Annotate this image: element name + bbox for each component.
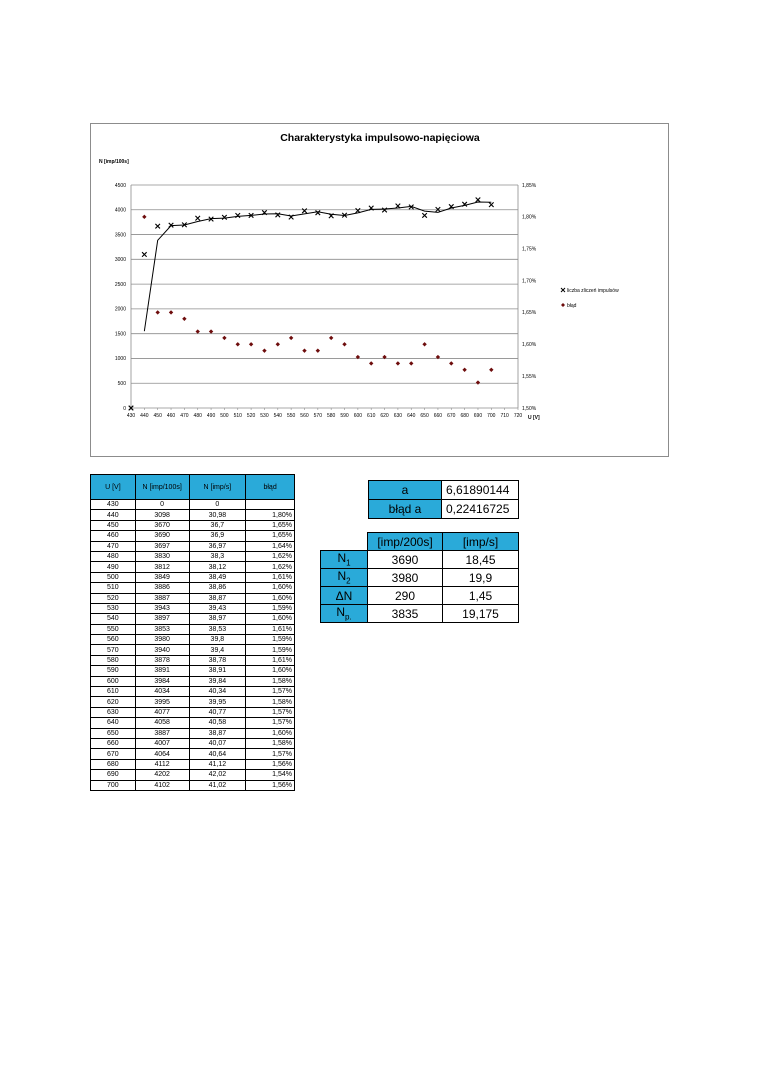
data-point-error bbox=[276, 342, 280, 346]
cell-u: 570 bbox=[91, 645, 136, 655]
table-row bbox=[91, 728, 295, 738]
table-row bbox=[91, 520, 295, 530]
y2-tick-label: 1,70% bbox=[522, 278, 537, 285]
cell-n-100s: 3980 bbox=[135, 635, 189, 645]
cell-n-100s: 3943 bbox=[135, 603, 189, 613]
data-point-counts bbox=[316, 210, 321, 215]
n-summary-value-200s: 290 bbox=[368, 587, 443, 605]
coefficient-table bbox=[368, 480, 519, 519]
data-point-counts bbox=[302, 208, 307, 213]
cell-n-s: 0 bbox=[189, 500, 246, 510]
cell-error: 1,60% bbox=[246, 593, 295, 603]
data-point-error bbox=[329, 336, 333, 340]
table-row bbox=[91, 510, 295, 520]
x-axis-title: U [V] bbox=[528, 415, 540, 421]
cell-n-100s: 4202 bbox=[135, 770, 189, 780]
table-row bbox=[91, 645, 295, 655]
data-point-error bbox=[169, 310, 173, 314]
x-tick-label: 700 bbox=[487, 413, 496, 419]
table-row bbox=[91, 697, 295, 707]
cell-n-s: 41,02 bbox=[189, 780, 246, 790]
table-row bbox=[91, 500, 295, 510]
cell-u: 600 bbox=[91, 676, 136, 686]
cell-u: 540 bbox=[91, 614, 136, 624]
data-point-error bbox=[289, 336, 293, 340]
y2-tick-label: 1,75% bbox=[522, 246, 537, 253]
cell-n-s: 39,95 bbox=[189, 697, 246, 707]
y-tick-label: 3000 bbox=[114, 257, 126, 264]
x-tick-label: 610 bbox=[367, 413, 376, 419]
y2-tick-label: 1,80% bbox=[522, 214, 537, 221]
cell-n-100s: 3940 bbox=[135, 645, 189, 655]
cell-n-s: 36,9 bbox=[189, 531, 246, 541]
y2-tick-label: 1,65% bbox=[522, 310, 537, 317]
chart-container bbox=[90, 123, 669, 457]
data-point-counts bbox=[422, 213, 427, 218]
cell-error: 1,59% bbox=[246, 645, 295, 655]
x-tick-label: 570 bbox=[313, 413, 322, 419]
table-row bbox=[91, 676, 295, 686]
cell-n-100s: 0 bbox=[135, 500, 189, 510]
data-point-error bbox=[209, 329, 213, 333]
cell-u: 580 bbox=[91, 655, 136, 665]
legend-label-error: błąd bbox=[567, 302, 577, 309]
cell-u: 550 bbox=[91, 624, 136, 634]
n-summary-row bbox=[321, 587, 519, 605]
cell-n-100s: 3830 bbox=[135, 551, 189, 561]
cell-error: 1,56% bbox=[246, 780, 295, 790]
y-axis-title: N [imp/100s] bbox=[99, 159, 129, 165]
cell-n-s: 42,02 bbox=[189, 770, 246, 780]
x-tick-label: 520 bbox=[246, 413, 256, 419]
n-summary-label bbox=[321, 587, 368, 605]
n-summary-label-sub: 1 bbox=[346, 558, 351, 568]
data-point-error bbox=[342, 342, 346, 346]
cell-n-100s: 3098 bbox=[135, 510, 189, 520]
cell-n-s: 38,49 bbox=[189, 572, 246, 582]
cell-n-100s: 3697 bbox=[135, 541, 189, 551]
x-tick-label: 710 bbox=[500, 413, 509, 419]
header-error: błąd bbox=[246, 475, 295, 500]
data-point-error bbox=[369, 361, 373, 365]
cell-n-100s: 3690 bbox=[135, 531, 189, 541]
data-point-error bbox=[489, 368, 493, 372]
cell-n-s: 38,91 bbox=[189, 666, 246, 676]
table-row bbox=[91, 593, 295, 603]
x-tick-label: 580 bbox=[327, 413, 336, 419]
cell-u: 620 bbox=[91, 697, 136, 707]
table-row bbox=[91, 603, 295, 613]
x-tick-label: 600 bbox=[353, 413, 363, 419]
cell-error: 1,60% bbox=[246, 666, 295, 676]
data-point-counts bbox=[155, 224, 160, 229]
data-point-error bbox=[302, 348, 306, 352]
cell-error: 1,60% bbox=[246, 728, 295, 738]
legend-marker-counts bbox=[561, 288, 565, 292]
cell-u: 450 bbox=[91, 520, 136, 530]
table-row bbox=[91, 666, 295, 676]
x-tick-label: 690 bbox=[473, 413, 483, 419]
data-point-counts bbox=[489, 202, 494, 207]
x-tick-label: 630 bbox=[393, 413, 403, 419]
n-summary-row bbox=[321, 569, 519, 587]
table-row bbox=[91, 551, 295, 561]
x-tick-label: 530 bbox=[260, 413, 269, 419]
cell-n-s: 38,3 bbox=[189, 551, 246, 561]
cell-n-100s: 4112 bbox=[135, 759, 189, 769]
n-summary-label bbox=[321, 605, 368, 623]
a-error-value: 0,22416725 bbox=[442, 500, 519, 519]
y2-tick-label: 1,85% bbox=[522, 182, 537, 189]
table-row bbox=[91, 572, 295, 582]
cell-error: 1,58% bbox=[246, 697, 295, 707]
data-point-counts bbox=[289, 215, 294, 220]
y-tick-label: 3500 bbox=[114, 232, 126, 239]
cell-error: 1,62% bbox=[246, 562, 295, 572]
cell-u: 630 bbox=[91, 707, 136, 717]
legend-label-counts: liczba zliczeń impulsów bbox=[567, 287, 619, 294]
data-point-error bbox=[262, 348, 266, 352]
n-summary-table bbox=[320, 532, 519, 623]
data-point-error bbox=[142, 215, 146, 219]
x-tick-label: 460 bbox=[166, 413, 176, 419]
x-tick-label: 660 bbox=[433, 413, 443, 419]
a-value: 6,61890144 bbox=[442, 481, 519, 500]
y-tick-label: 1500 bbox=[114, 331, 126, 338]
y2-tick-label: 1,60% bbox=[522, 342, 537, 349]
y-tick-label: 4000 bbox=[114, 207, 126, 214]
cell-u: 490 bbox=[91, 562, 136, 572]
y-tick-label: 2000 bbox=[114, 306, 126, 313]
table-row bbox=[91, 583, 295, 593]
cell-error: 1,54% bbox=[246, 770, 295, 780]
cell-n-s: 38,78 bbox=[189, 655, 246, 665]
cell-n-100s: 4077 bbox=[135, 707, 189, 717]
n-summary-label bbox=[321, 551, 368, 569]
cell-n-100s: 4102 bbox=[135, 780, 189, 790]
cell-n-s: 36,97 bbox=[189, 541, 246, 551]
cell-error: 1,65% bbox=[246, 520, 295, 530]
data-point-error bbox=[249, 342, 253, 346]
table-row bbox=[91, 718, 295, 728]
cell-n-s: 30,98 bbox=[189, 510, 246, 520]
x-tick-label: 440 bbox=[140, 413, 149, 419]
table-row bbox=[91, 635, 295, 645]
a-label: a bbox=[369, 481, 442, 500]
cell-n-s: 38,86 bbox=[189, 583, 246, 593]
cell-u: 590 bbox=[91, 666, 136, 676]
cell-n-s: 38,87 bbox=[189, 593, 246, 603]
x-tick-label: 550 bbox=[286, 413, 296, 419]
table-row bbox=[91, 738, 295, 748]
data-point-error bbox=[316, 348, 320, 352]
cell-u: 440 bbox=[91, 510, 136, 520]
n-summary-row bbox=[321, 551, 519, 569]
table-row bbox=[91, 614, 295, 624]
cell-n-100s: 3849 bbox=[135, 572, 189, 582]
n-summary-label-sub: 2 bbox=[346, 576, 351, 586]
x-tick-label: 670 bbox=[447, 413, 456, 419]
cell-n-100s: 3984 bbox=[135, 676, 189, 686]
cell-u: 610 bbox=[91, 687, 136, 697]
cell-n-s: 40,77 bbox=[189, 707, 246, 717]
cell-n-s: 40,64 bbox=[189, 749, 246, 759]
cell-error: 1,57% bbox=[246, 687, 295, 697]
n-summary-label-main: N bbox=[337, 569, 347, 584]
cell-error: 1,61% bbox=[246, 624, 295, 634]
x-tick-label: 500 bbox=[220, 413, 229, 419]
cell-error: 1,61% bbox=[246, 572, 295, 582]
header-u: U [V] bbox=[91, 475, 136, 500]
n-summary-header-row bbox=[321, 533, 519, 551]
cell-n-100s: 4064 bbox=[135, 749, 189, 759]
cell-u: 470 bbox=[91, 541, 136, 551]
coefficient-row bbox=[369, 481, 519, 500]
cell-u: 530 bbox=[91, 603, 136, 613]
cell-u: 690 bbox=[91, 770, 136, 780]
x-tick-label: 620 bbox=[380, 413, 389, 419]
cell-n-100s: 3897 bbox=[135, 614, 189, 624]
cell-n-s: 39,4 bbox=[189, 645, 246, 655]
cell-u: 510 bbox=[91, 583, 136, 593]
chart-svg bbox=[91, 124, 670, 458]
cell-n-s: 38,87 bbox=[189, 728, 246, 738]
cell-n-s: 39,84 bbox=[189, 676, 246, 686]
n-summary-label-sub: p. bbox=[345, 612, 352, 622]
cell-u: 430 bbox=[91, 500, 136, 510]
a-error-label: błąd a bbox=[369, 500, 442, 519]
cell-n-s: 38,97 bbox=[189, 614, 246, 624]
cell-n-100s: 3891 bbox=[135, 666, 189, 676]
n-summary-header-s: [imp/s] bbox=[443, 533, 519, 551]
data-point-error bbox=[222, 336, 226, 340]
chart-title: Charakterystyka impulsowo-napięciowa bbox=[280, 132, 480, 144]
x-tick-label: 450 bbox=[153, 413, 162, 419]
table-row bbox=[91, 655, 295, 665]
table-row bbox=[91, 780, 295, 790]
y-tick-label: 4500 bbox=[114, 182, 126, 189]
n-summary-value-s: 1,45 bbox=[443, 587, 519, 605]
table-row bbox=[91, 562, 295, 572]
y2-tick-label: 1,55% bbox=[522, 373, 537, 380]
cell-n-100s: 3853 bbox=[135, 624, 189, 634]
data-table-body bbox=[91, 500, 295, 791]
x-tick-label: 680 bbox=[460, 413, 469, 419]
table-row bbox=[91, 624, 295, 634]
data-point-counts bbox=[356, 208, 361, 213]
data-point-counts bbox=[195, 216, 200, 221]
cell-error: 1,58% bbox=[246, 738, 295, 748]
cell-error: 1,60% bbox=[246, 614, 295, 624]
n-summary-value-200s: 3690 bbox=[368, 551, 443, 569]
cell-error: 1,59% bbox=[246, 635, 295, 645]
cell-u: 650 bbox=[91, 728, 136, 738]
n-summary-row bbox=[321, 605, 519, 623]
cell-error: 1,59% bbox=[246, 603, 295, 613]
coefficient-error-row bbox=[369, 500, 519, 519]
cell-n-s: 40,34 bbox=[189, 687, 246, 697]
header-n-100s: N [imp/100s] bbox=[135, 475, 189, 500]
data-point-error bbox=[449, 361, 453, 365]
cell-error: 1,57% bbox=[246, 707, 295, 717]
cell-n-100s: 4007 bbox=[135, 738, 189, 748]
cell-error: 1,62% bbox=[246, 551, 295, 561]
data-point-error bbox=[409, 361, 413, 365]
cell-u: 560 bbox=[91, 635, 136, 645]
cell-n-100s: 3995 bbox=[135, 697, 189, 707]
cell-n-100s: 3887 bbox=[135, 593, 189, 603]
x-tick-label: 480 bbox=[193, 413, 202, 419]
data-table bbox=[90, 474, 295, 791]
x-tick-label: 490 bbox=[206, 413, 216, 419]
cell-u: 700 bbox=[91, 780, 136, 790]
table-row bbox=[91, 687, 295, 697]
y-tick-label: 2500 bbox=[114, 281, 126, 288]
cell-n-s: 39,43 bbox=[189, 603, 246, 613]
x-tick-label: 470 bbox=[180, 413, 189, 419]
cell-u: 500 bbox=[91, 572, 136, 582]
cell-error: 1,56% bbox=[246, 759, 295, 769]
cell-n-100s: 3670 bbox=[135, 520, 189, 530]
x-tick-label: 590 bbox=[340, 413, 349, 419]
cell-u: 660 bbox=[91, 738, 136, 748]
table-row bbox=[91, 531, 295, 541]
cell-n-100s: 3812 bbox=[135, 562, 189, 572]
cell-n-100s: 4034 bbox=[135, 687, 189, 697]
n-summary-value-200s: 3835 bbox=[368, 605, 443, 623]
cell-n-s: 40,58 bbox=[189, 718, 246, 728]
table-row bbox=[91, 749, 295, 759]
cell-n-s: 40,07 bbox=[189, 738, 246, 748]
x-tick-label: 560 bbox=[300, 413, 309, 419]
cell-n-100s: 3886 bbox=[135, 583, 189, 593]
data-point-error bbox=[236, 342, 240, 346]
trendline-series-1 bbox=[144, 202, 491, 331]
data-point-error bbox=[182, 317, 186, 321]
n-summary-body bbox=[321, 551, 519, 623]
cell-n-s: 39,8 bbox=[189, 635, 246, 645]
data-point-counts bbox=[222, 215, 227, 220]
x-tick-label: 720 bbox=[513, 413, 523, 419]
n-summary-label-main: N bbox=[337, 551, 347, 566]
cell-error: 1,80% bbox=[246, 510, 295, 520]
y-tick-label: 500 bbox=[117, 381, 126, 388]
n-summary-corner bbox=[321, 533, 368, 551]
cell-error: 1,64% bbox=[246, 541, 295, 551]
data-point-counts bbox=[142, 252, 147, 257]
data-point-error bbox=[396, 361, 400, 365]
data-point-error bbox=[462, 368, 466, 372]
cell-error: 1,60% bbox=[246, 583, 295, 593]
cell-n-100s: 3878 bbox=[135, 655, 189, 665]
x-tick-label: 640 bbox=[407, 413, 416, 419]
cell-error: 1,57% bbox=[246, 749, 295, 759]
data-point-error bbox=[422, 342, 426, 346]
n-summary-value-s: 19,175 bbox=[443, 605, 519, 623]
header-n-s: N [imp/s] bbox=[189, 475, 246, 500]
x-tick-label: 650 bbox=[420, 413, 429, 419]
cell-error bbox=[246, 500, 295, 510]
data-point-error bbox=[196, 329, 200, 333]
data-point-error bbox=[155, 310, 159, 314]
cell-n-s: 36,7 bbox=[189, 520, 246, 530]
n-summary-label-main: N bbox=[336, 605, 345, 620]
legend-marker-error bbox=[561, 303, 565, 307]
table-row bbox=[91, 770, 295, 780]
table-row bbox=[91, 759, 295, 769]
data-point-counts bbox=[476, 197, 481, 202]
cell-n-s: 41,12 bbox=[189, 759, 246, 769]
y2-tick-label: 1,50% bbox=[522, 405, 537, 412]
data-point-counts bbox=[235, 213, 240, 218]
cell-error: 1,61% bbox=[246, 655, 295, 665]
cell-n-s: 38,53 bbox=[189, 624, 246, 634]
table-row bbox=[91, 707, 295, 717]
cell-n-100s: 4058 bbox=[135, 718, 189, 728]
cell-u: 460 bbox=[91, 531, 136, 541]
cell-u: 640 bbox=[91, 718, 136, 728]
cell-n-s: 38,12 bbox=[189, 562, 246, 572]
cell-error: 1,57% bbox=[246, 718, 295, 728]
cell-error: 1,65% bbox=[246, 531, 295, 541]
n-summary-value-200s: 3980 bbox=[368, 569, 443, 587]
cell-u: 520 bbox=[91, 593, 136, 603]
data-point-error bbox=[476, 380, 480, 384]
x-tick-label: 540 bbox=[273, 413, 282, 419]
n-summary-label bbox=[321, 569, 368, 587]
n-summary-label-main: ΔN bbox=[335, 588, 353, 603]
y-tick-label: 0 bbox=[123, 405, 126, 412]
x-tick-label: 430 bbox=[126, 413, 136, 419]
y-tick-label: 1000 bbox=[114, 356, 126, 363]
table-row bbox=[91, 541, 295, 551]
n-summary-value-s: 18,45 bbox=[443, 551, 519, 569]
cell-u: 480 bbox=[91, 551, 136, 561]
cell-u: 670 bbox=[91, 749, 136, 759]
cell-u: 680 bbox=[91, 759, 136, 769]
data-table-header-row bbox=[91, 475, 295, 500]
n-summary-header-200s: [imp/200s] bbox=[368, 533, 443, 551]
cell-n-100s: 3887 bbox=[135, 728, 189, 738]
n-summary-value-s: 19,9 bbox=[443, 569, 519, 587]
x-tick-label: 510 bbox=[233, 413, 242, 419]
cell-error: 1,58% bbox=[246, 676, 295, 686]
